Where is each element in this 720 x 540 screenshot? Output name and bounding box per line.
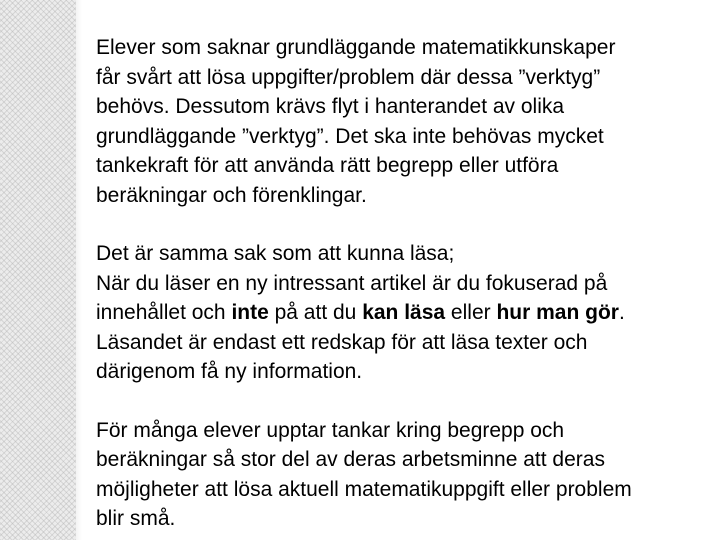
- text-line: får svårt att lösa uppgifter/problem där dessa ”verktyg”: [96, 65, 601, 89]
- emphasis-inte: inte: [231, 301, 269, 324]
- decorative-side-panel: [0, 0, 76, 540]
- paragraph-reading-analogy: [96, 239, 711, 387]
- text-line: Läsandet är endast ett redskap för att läsa texter och: [96, 330, 588, 354]
- emphasis-kan-lasa: kan läsa: [362, 301, 446, 324]
- emphasis-hur-man-gor: hur man gör: [496, 301, 619, 324]
- text-line: grundläggande ”verktyg”. Det ska inte behövas mycket: [96, 124, 604, 148]
- text-segment: på att du: [268, 301, 363, 324]
- text-line-with-emphasis: [96, 298, 711, 328]
- text-line: möjligheter att lösa aktuell matematikuppgift eller problem: [96, 477, 632, 501]
- text-line: För många elever upptar tankar kring begrepp och: [96, 418, 565, 442]
- side-panel-shadow: [76, 0, 82, 540]
- text-line: beräkningar och förenklingar.: [96, 183, 367, 207]
- text-segment: innehållet och: [96, 301, 232, 324]
- text-line: blir små.: [96, 507, 176, 530]
- text-line: därigenom få ny information.: [96, 360, 363, 383]
- paragraph-math-skills: [96, 33, 711, 210]
- paragraph-working-memory: [96, 416, 711, 534]
- text-line: tankekraft för att använda rätt begrepp eller utföra: [96, 154, 559, 177]
- text-segment: eller: [445, 301, 497, 324]
- text-line: När du läser en ny intressant artikel är du fokuserad på: [96, 271, 608, 295]
- text-line: Elever som saknar grundläggande matematikkunskaper: [96, 36, 616, 59]
- text-line: Det är samma sak som att kunna läsa;: [96, 242, 455, 265]
- text-line: behövs. Dessutom krävs flyt i hanterandet av olika: [96, 95, 565, 118]
- text-segment: .: [618, 301, 625, 324]
- text-line: beräkningar så stor del av deras arbetsminne att deras: [96, 448, 605, 471]
- slide-body: [96, 33, 711, 534]
